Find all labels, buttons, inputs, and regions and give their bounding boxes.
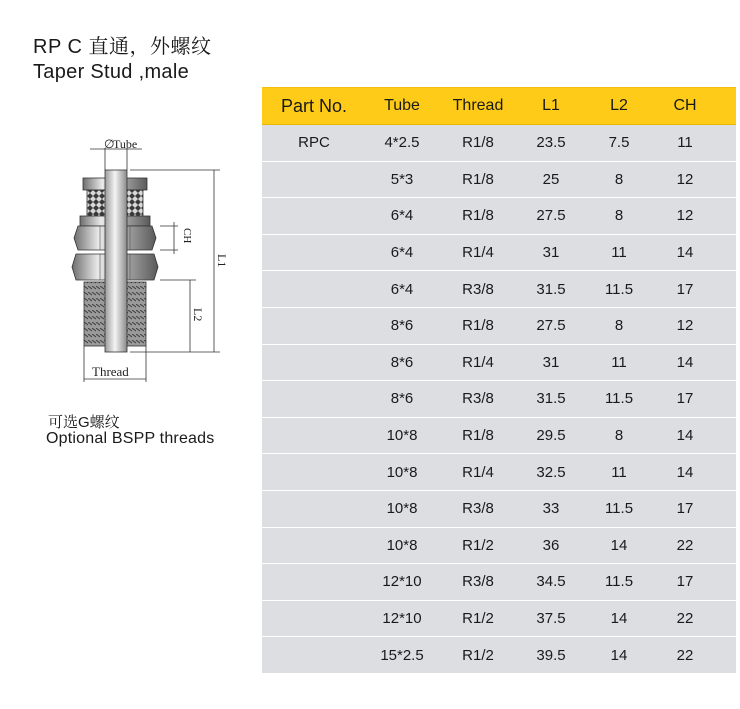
cell-l1: 27.5: [536, 207, 566, 225]
cell-ch: 17: [676, 390, 694, 408]
cell-ch: 22: [676, 610, 694, 628]
cell-l1: 23.5: [536, 134, 566, 152]
cell-tube: 8*6: [390, 353, 414, 371]
ch-label: CH: [181, 228, 193, 244]
table-header: [262, 87, 736, 125]
cell-thread: R1/2: [462, 536, 494, 554]
cell-ch: 14: [676, 353, 694, 371]
table-row: [262, 271, 736, 308]
table-row: [262, 162, 736, 199]
l2-label: L2: [191, 308, 205, 322]
cell-tube: 4*2.5: [384, 134, 420, 152]
l1-label: L1: [215, 254, 229, 268]
cell-l1: 34.5: [536, 573, 566, 591]
cell-thread: R3/8: [462, 280, 494, 298]
table-row: [262, 198, 736, 235]
table-row: [262, 418, 736, 455]
cell-l1: 32.5: [536, 463, 566, 481]
cell-l2: 7.5: [608, 134, 630, 152]
cell-l1: 36: [542, 536, 560, 554]
cell-thread: R1/4: [462, 463, 494, 481]
cell-ch: 11: [677, 134, 693, 152]
fitting-dimension-drawing: [60, 130, 250, 390]
cell-l2: 14: [610, 610, 628, 628]
cell-tube: 6*4: [390, 207, 414, 225]
cell-l2: 11.5: [604, 280, 634, 298]
table-row: [262, 637, 736, 674]
product-title-en: Taper Stud ,male: [33, 61, 189, 83]
cell-l2: 11: [611, 463, 627, 481]
cell-l2: 8: [614, 427, 624, 445]
cell-l2: 14: [610, 646, 628, 664]
table-row: [262, 454, 736, 491]
cell-ch: 12: [676, 317, 694, 335]
cell-ch: 22: [676, 536, 694, 554]
cell-l2: 11.5: [604, 573, 634, 591]
cell-l1: 31: [542, 353, 560, 371]
cell-thread: R1/2: [462, 610, 494, 628]
cell-tube: 10*8: [386, 500, 418, 518]
header-l1: L1: [542, 97, 560, 114]
header-thread: Thread: [452, 97, 504, 114]
cell-l1: 27.5: [536, 317, 566, 335]
cell-ch: 14: [676, 427, 694, 445]
table-body: [262, 125, 736, 674]
cell-tube: 10*8: [386, 536, 418, 554]
table-row: [262, 345, 736, 382]
table-row: [262, 528, 736, 565]
cell-thread: R1/2: [462, 646, 494, 664]
header-l2: L2: [610, 97, 628, 114]
cell-thread: R1/4: [462, 244, 494, 262]
cell-l2: 11: [611, 244, 627, 262]
cell-tube: 15*2.5: [380, 646, 424, 664]
cell-thread: R1/8: [462, 170, 494, 188]
l2-dimension: [160, 280, 205, 352]
cell-l2: 8: [614, 207, 624, 225]
thread-label: Thread: [92, 364, 129, 379]
cell-tube: 10*8: [386, 427, 418, 445]
optional-thread-note-cn: 可选G螺纹: [48, 414, 120, 431]
cell-ch: 17: [676, 500, 694, 518]
cell-l2: 8: [614, 317, 624, 335]
header-ch: CH: [673, 97, 697, 114]
cell-l2: 11: [611, 353, 627, 371]
cell-tube: 10*8: [386, 463, 418, 481]
table-row: [262, 491, 736, 528]
table-row: [262, 381, 736, 418]
cell-l2: 11.5: [604, 500, 634, 518]
table-row: [262, 125, 736, 162]
table-row: [262, 564, 736, 601]
cell-tube: 12*10: [382, 610, 422, 628]
cell-ch: 22: [676, 646, 694, 664]
cell-thread: R1/8: [462, 427, 494, 445]
cell-tube: 6*4: [390, 280, 414, 298]
cell-ch: 14: [676, 463, 694, 481]
cell-thread: R1/8: [462, 207, 494, 225]
cell-part-no: RPC: [298, 134, 330, 152]
cell-thread: R3/8: [462, 500, 494, 518]
cell-thread: R1/8: [462, 317, 494, 335]
cell-thread: R3/8: [462, 573, 494, 591]
header-tube: Tube: [384, 97, 420, 114]
cell-l1: 29.5: [536, 427, 566, 445]
table-row: [262, 235, 736, 272]
cell-l1: 31.5: [536, 280, 566, 298]
cell-thread: R1/8: [462, 134, 494, 152]
tube-dimension: [90, 137, 142, 170]
cell-l2: 11.5: [604, 390, 634, 408]
cell-l2: 8: [614, 170, 624, 188]
cell-l1: 31.5: [536, 390, 566, 408]
table-row: [262, 601, 736, 638]
cell-thread: R1/4: [462, 353, 494, 371]
product-title-cn: RP C 直通，外螺纹: [33, 36, 212, 58]
cell-tube: 5*3: [390, 170, 414, 188]
cell-tube: 6*4: [390, 244, 414, 262]
optional-thread-note-en: Optional BSPP threads: [46, 430, 215, 447]
cell-l2: 14: [610, 536, 628, 554]
cell-l1: 31: [542, 244, 560, 262]
cell-l1: 37.5: [536, 610, 566, 628]
cell-ch: 14: [676, 244, 694, 262]
fitting-body: [72, 170, 158, 352]
cell-l1: 33: [542, 500, 560, 518]
ch-dimension: [160, 222, 193, 254]
cell-tube: 8*6: [390, 390, 414, 408]
cell-thread: R3/8: [462, 390, 494, 408]
cell-l1: 39.5: [536, 646, 566, 664]
cell-ch: 17: [676, 573, 694, 591]
cell-tube: 8*6: [390, 317, 414, 335]
cell-ch: 12: [676, 207, 694, 225]
cell-l1: 25: [542, 170, 560, 188]
cell-ch: 17: [676, 280, 694, 298]
header-part-no: Part No.: [280, 95, 348, 116]
table-row: [262, 308, 736, 345]
cell-tube: 12*10: [382, 573, 422, 591]
tube-diameter-symbol: ∅: [104, 137, 115, 151]
specification-table: [262, 87, 736, 674]
cell-ch: 12: [676, 170, 694, 188]
tube-label: Tube: [113, 137, 138, 151]
